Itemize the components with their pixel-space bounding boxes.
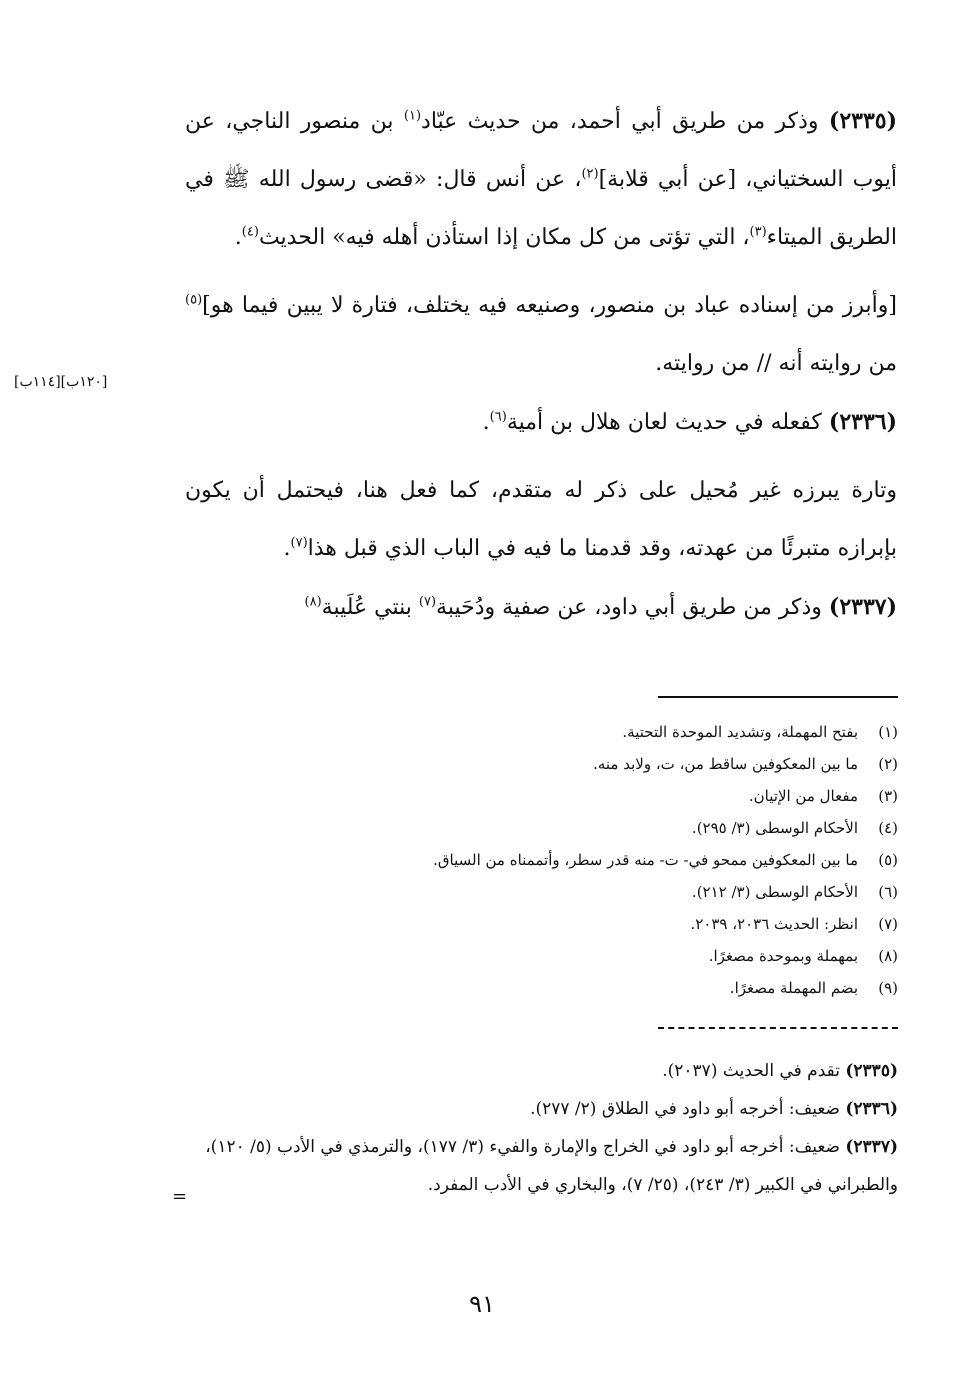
takhrij-number: (٢٣٣٥) — [845, 1061, 898, 1081]
footnote-ref[interactable]: (٧) — [418, 594, 437, 610]
takhrij-text: ضعيف: أخرجه أبو داود في الطلاق (٢/ ٢٧٧). — [530, 1099, 840, 1119]
footnote-text: بفتح المهملة، وتشديد الموحدة التحتية. — [622, 723, 858, 741]
footnote-item — [420, 780, 898, 812]
footnote-item — [420, 972, 898, 1004]
paragraph-commentary-1: [وأبرز من إسناده عباد بن منصور، وصنيعه فيه يختلف، فتارة لا يبين فيما هو]$^{(٥)}$ من روايته أنه // من روايته. — [185, 292, 897, 376]
footnote-ref[interactable]: (٨) — [304, 594, 322, 610]
takhrij-number: (٢٣٣٧) — [845, 1137, 898, 1157]
footnote-number: (٢) — [878, 755, 898, 773]
paragraph-hadith-2336: (٢٣٣٦) كفعله في حديث لعان هلال بن أمية$^{(٦)}$. — [482, 409, 897, 435]
footnote-text: الأحكام الوسطى (٣/ ٢٩٥). — [691, 819, 858, 837]
footnotes — [420, 716, 898, 1004]
footnote-text: مفعال من الإتيان. — [748, 787, 858, 805]
footnote-number: (٦) — [878, 883, 898, 901]
footnote-ref[interactable]: (٦) — [489, 409, 507, 425]
paragraph-hadith-2337: (٢٣٣٧) وذكر من طريق أبي داود، عن صفية ودُحَيبة$^{(٧)}$ بنتي عُلَيبة$^{(٨)}$ — [304, 594, 897, 620]
footnote-ref[interactable]: (١) — [403, 108, 422, 124]
footnote-number: (٣) — [878, 787, 898, 805]
footnote-ref[interactable]: (٧) — [290, 535, 308, 551]
footnote-separator — [658, 696, 898, 698]
footnote-text: بضم المهملة مصغرًا. — [729, 979, 858, 997]
main-text — [185, 92, 897, 637]
footnote-number: (٨) — [878, 947, 898, 965]
footnote-ref[interactable]: (٤) — [241, 224, 259, 240]
paragraph-commentary-2: وتارة يبرزه غير مُحيل على ذكر له متقدم، كما فعل هنا، فيحتمل أن يكون بإبرازه متبرئًا من عهدته، وقد قدمنا ما فيه في الباب الذي قبل هذا$^{(٧)}$. — [185, 478, 897, 561]
footnote-item — [420, 716, 898, 748]
footnote-text: بمهملة وبموحدة مصغرًا. — [708, 947, 858, 965]
footnote-number: (١) — [878, 723, 898, 741]
footnote-ref[interactable]: (٢) — [581, 166, 599, 182]
footnote-text: انظر: الحديث ٢٠٣٦، ٢٠٣٩. — [690, 915, 858, 933]
footnote-ref[interactable]: (٣) — [749, 224, 767, 240]
footnote-item — [420, 812, 898, 844]
footnote-number: (٥) — [878, 851, 898, 869]
takhrij-item — [170, 1052, 898, 1090]
page-number: ٩١ — [469, 1290, 495, 1318]
footnote-item — [420, 876, 898, 908]
hadith-number: (٢٣٣٧) — [828, 594, 897, 620]
margin-manuscript-note: [١٢٠ب][١١٤ب] — [14, 374, 108, 390]
footnote-text: ما بين المعكوفين ممحو في- ت- منه قدر سطر، وأتممناه من السياق. — [433, 851, 858, 869]
hadith-number: (٢٣٣٦) — [828, 409, 897, 435]
footnote-item — [420, 908, 898, 940]
takhrij-notes — [170, 1052, 898, 1204]
footnote-number: (٤) — [878, 819, 898, 837]
takhrij-text: ضعيف: أخرجه أبو داود في الخراج والإمارة والفيء (٣/ ١٧٧)، والترمذي في الأدب (٥/ ١٢٠)، والطبراني في الكبير (٣/ ٢٤٣)، (٢٥/ ٧)، والبخاري في الأدب المفرد. — [205, 1137, 898, 1195]
footnote-item — [420, 844, 898, 876]
takhrij-number: (٢٣٣٦) — [845, 1099, 898, 1119]
footnote-number: (٩) — [878, 979, 898, 997]
takhrij-separator — [658, 1027, 898, 1029]
footnote-text: ما بين المعكوفين ساقط من، ت، ولابد منه. — [593, 755, 858, 773]
footnote-text: الأحكام الوسطى (٣/ ٢١٢). — [691, 883, 858, 901]
footnote-item — [420, 940, 898, 972]
takhrij-item — [170, 1128, 898, 1204]
takhrij-item — [170, 1090, 898, 1128]
footnote-number: (٧) — [878, 915, 898, 933]
takhrij-text: تقدم في الحديث (٢٠٣٧). — [662, 1061, 840, 1081]
footnote-item — [420, 748, 898, 780]
footnote-ref[interactable]: (٥) — [185, 292, 203, 308]
hadith-number: (٢٣٣٥) — [828, 108, 897, 134]
continuation-mark: = — [172, 1186, 188, 1207]
paragraph-hadith-2335: (٢٣٣٥) وذكر من طريق أبي أحمد، من حديث عبّاد$^{(١)}$ بن منصور الناجي، عن أيوب السختياني، [عن أبي قلابة]$^{(٢)}$، عن أنس قال: «قضى رسول الله ﷺ في الطريق الميتاء$^{(٣)}$، التي تؤتى من كل مكان إذا استأذن أهله فيه» الحديث$^{(٤)}$. — [185, 108, 897, 250]
